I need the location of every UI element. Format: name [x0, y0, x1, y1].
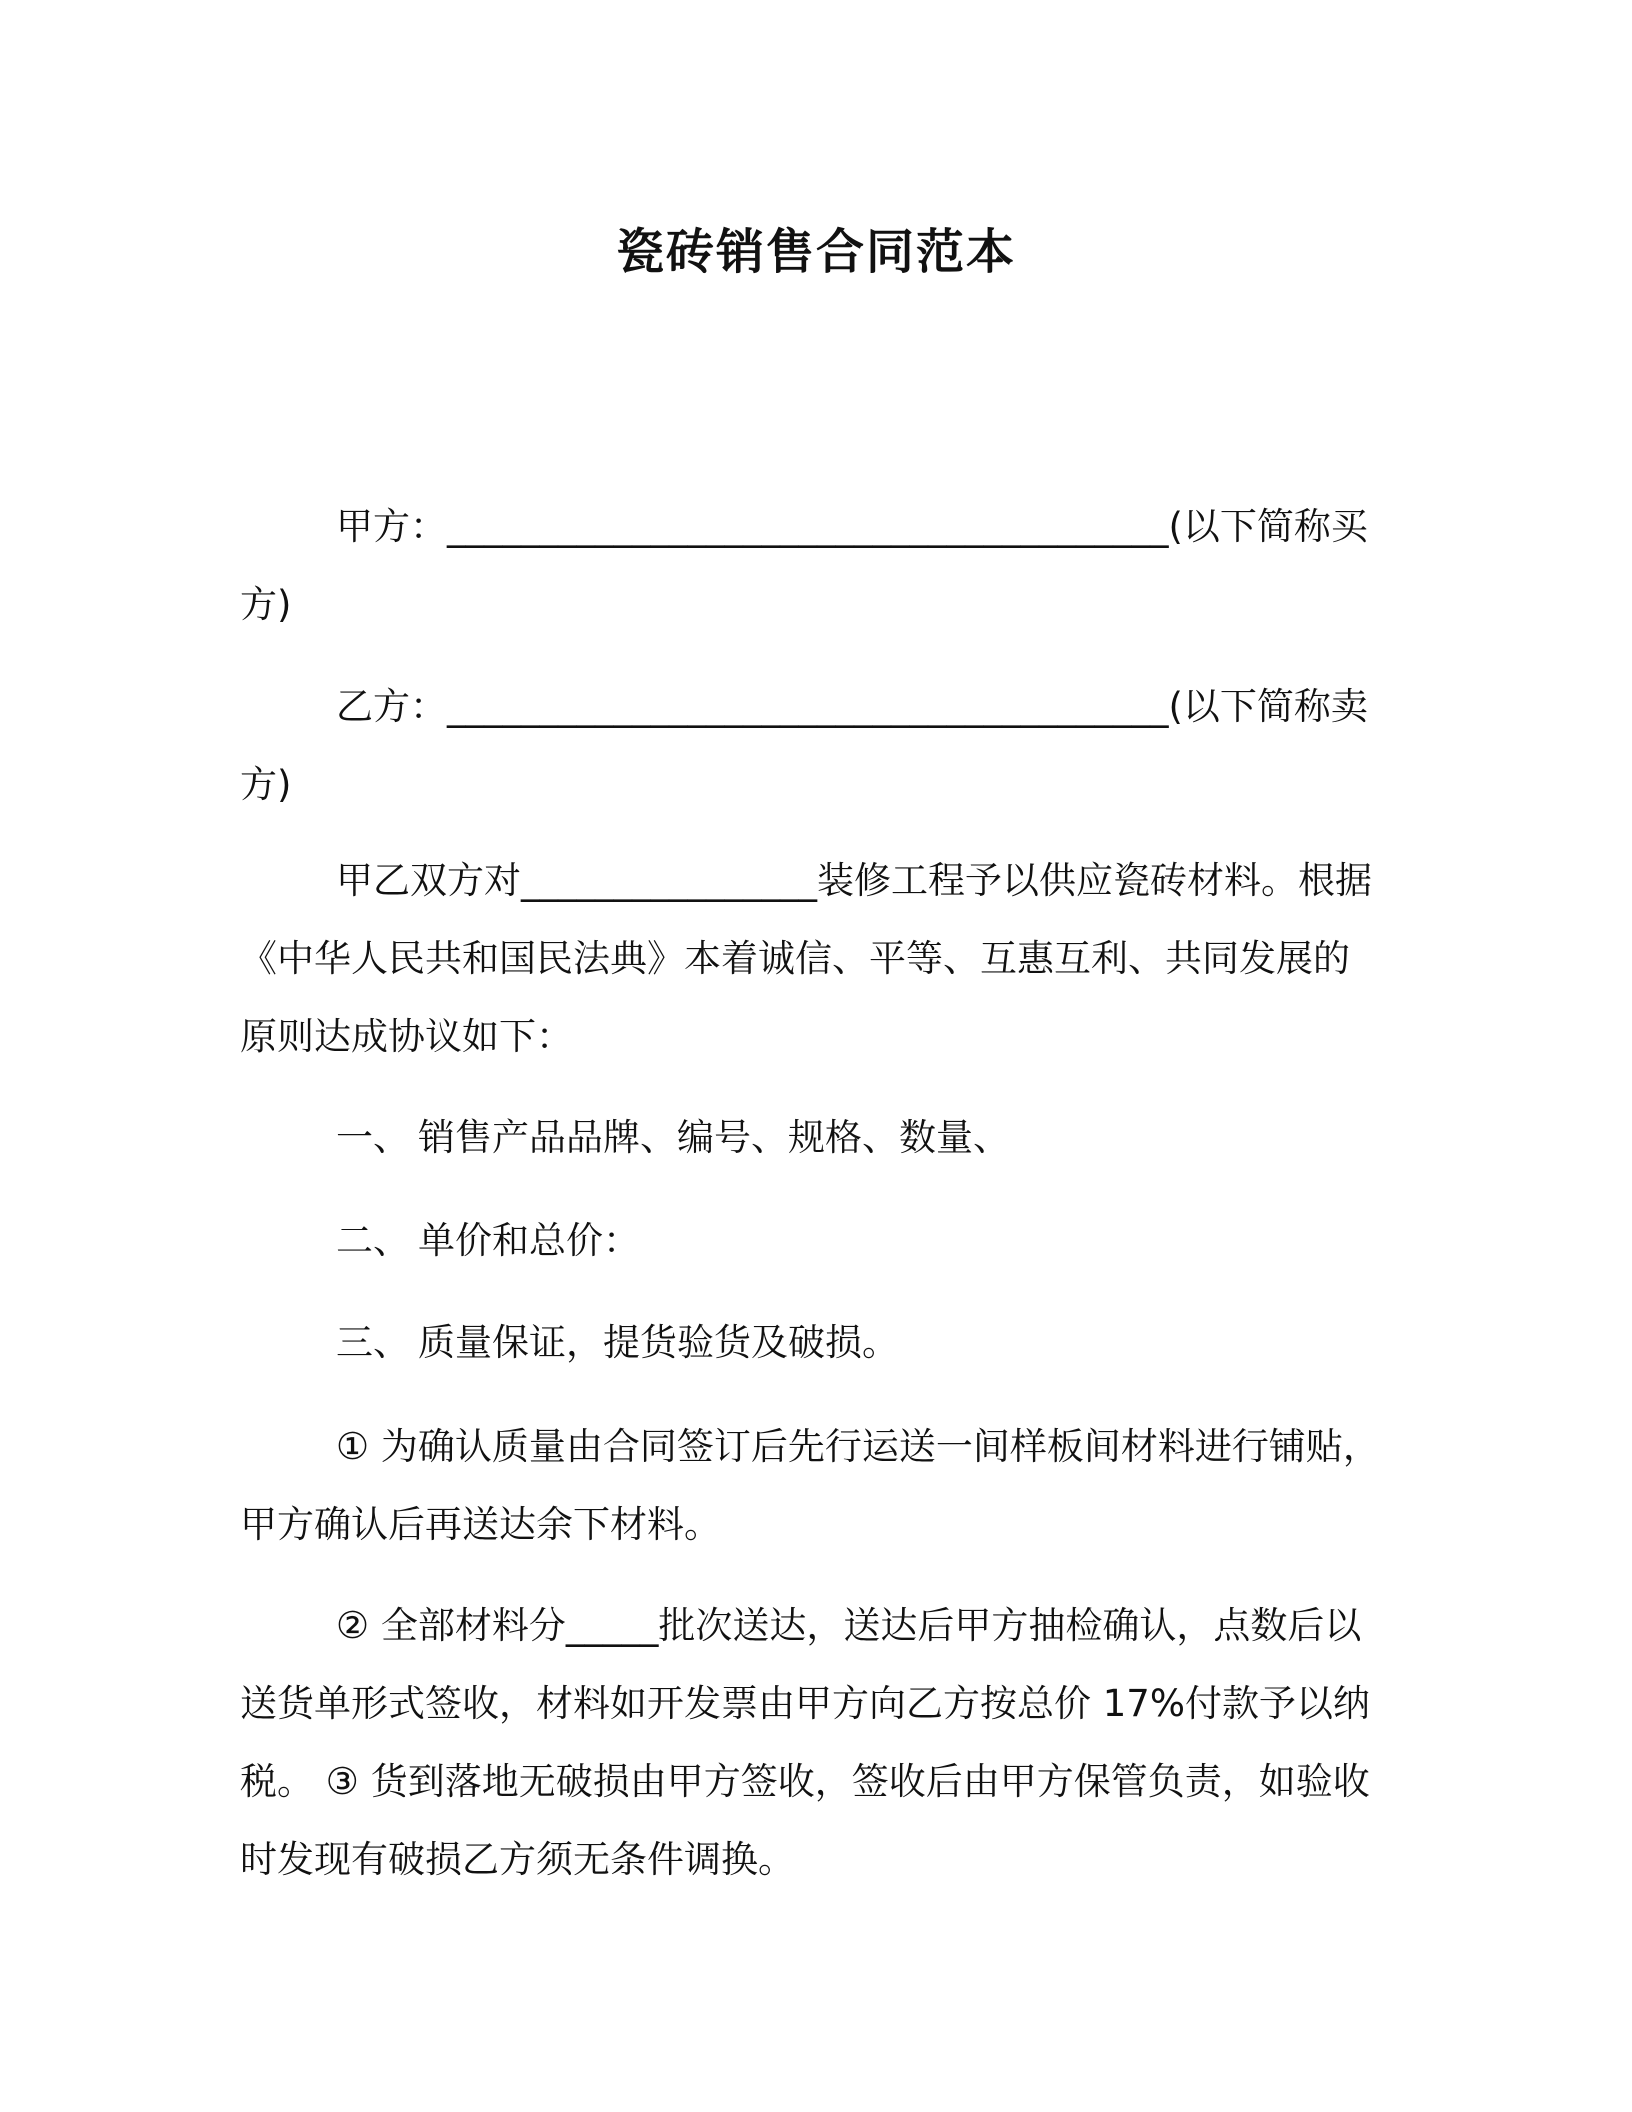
clause-1-paragraph: ① 为确认质量由合同签订后先行运送一间样板间材料进行铺贴，甲方确认后再送达余下材料。	[240, 1425, 1380, 1546]
section-heading	[336, 1215, 640, 1267]
section-heading	[336, 1112, 1010, 1164]
section-text: 销售产品品牌、编号、规格、数量、	[418, 1116, 1010, 1159]
section-heading	[336, 1317, 899, 1369]
section-text: 质量保证，提货验货及破损。	[418, 1321, 899, 1364]
clause-2-paragraph: ② 全部材料分_____批次送达，送达后甲方抽检确认，点数后以送货单形式签收，材料如开发票由甲方向乙方按总价 17%付款予以纳税。 ③ 货到落地无破损由甲方签收，签收后由甲方保管负责，如验收时发现有破损乙方须无条件调换。	[240, 1604, 1370, 1881]
section-number: 一、	[336, 1116, 410, 1159]
section-number: 三、	[336, 1321, 410, 1364]
party-b-paragraph: 乙方：_______________________________________(以下简称卖方)	[240, 685, 1368, 806]
intro-paragraph: 甲乙双方对________________装修工程予以供应瓷砖材料。根据《中华人民共和国民法典》本着诚信、平等、互惠互利、共同发展的原则达成协议如下：	[240, 859, 1372, 1058]
party-a-paragraph: 甲方：_______________________________________(以下简称买方)	[240, 505, 1368, 626]
document-title: 瓷砖销售合同范本	[615, 224, 1016, 280]
section-number: 二、	[336, 1219, 410, 1262]
section-text: 单价和总价：	[418, 1219, 640, 1262]
